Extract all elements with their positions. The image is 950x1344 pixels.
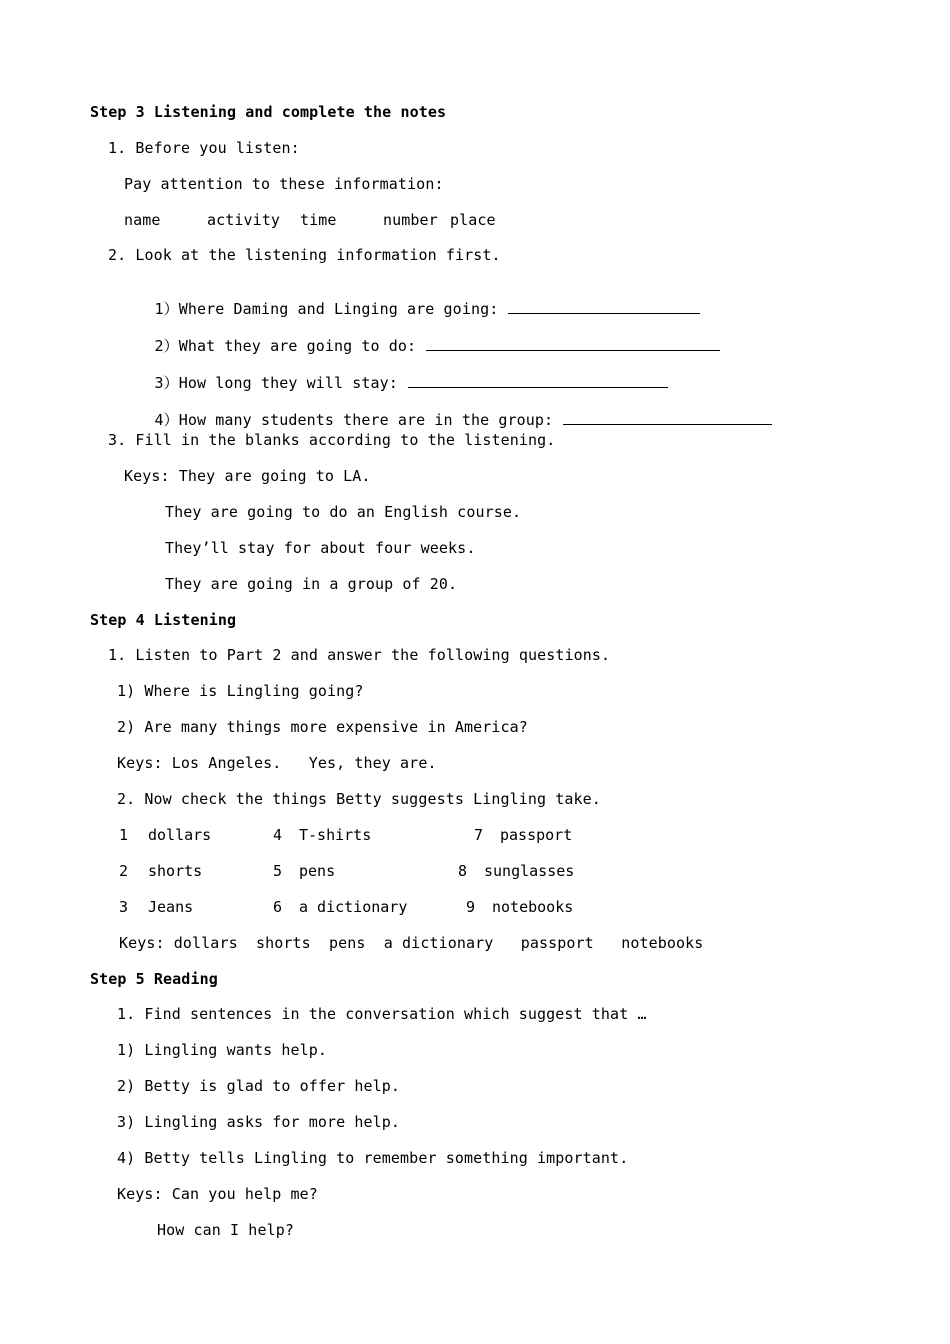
step5-sub-1: 1) Lingling wants help.: [117, 1041, 328, 1059]
answer-blank-2[interactable]: [426, 337, 720, 351]
step3-key-2: They are going to do an English course.: [165, 503, 522, 521]
step5-sub-4: 4) Betty tells Lingling to remember something important.: [117, 1149, 629, 1167]
info-word-activity: activity: [207, 211, 281, 229]
info-word-number: number: [383, 211, 438, 229]
step5-heading: Step 5 Reading: [90, 970, 218, 988]
question-3-text: 3）How long they will stay:: [154, 374, 398, 392]
check-item-number: 5: [273, 862, 283, 880]
check-item-number: 4: [273, 826, 283, 844]
step3-item3: 3. Fill in the blanks according to the listening.: [108, 431, 556, 449]
step4-keys-1: Keys: Los Angeles. Yes, they are.: [117, 754, 437, 772]
check-item-label[interactable]: pens: [299, 862, 336, 880]
step3-item2: 2. Look at the listening information first.: [108, 246, 501, 264]
step4-question-2: 2) Are many things more expensive in America?: [117, 718, 528, 736]
step5-key-1: Keys: Can you help me?: [117, 1185, 318, 1203]
step4-question-1: 1) Where is Lingling going?: [117, 682, 364, 700]
question-1-text: 1）Where Daming and Linging are going:: [154, 300, 499, 318]
check-item-number: 2: [119, 862, 129, 880]
question-2-text: 2）What they are going to do:: [154, 337, 417, 355]
question-4-text: 4）How many students there are in the group:: [154, 411, 554, 429]
step3-item1: 1. Before you listen:: [108, 139, 300, 157]
step3-key-3: They’ll stay for about four weeks.: [165, 539, 476, 557]
answer-blank-1[interactable]: [508, 300, 700, 314]
answer-blank-4[interactable]: [563, 411, 772, 425]
step3-key-1: Keys: They are going to LA.: [124, 467, 371, 485]
check-item-number: 1: [119, 826, 129, 844]
step3-heading: Step 3 Listening and complete the notes: [90, 103, 447, 121]
step5-sub-3: 3) Lingling asks for more help.: [117, 1113, 401, 1131]
info-word-name: name: [124, 211, 161, 229]
check-item-label[interactable]: Jeans: [148, 898, 194, 916]
check-item-number: 9: [466, 898, 476, 916]
check-item-number: 7: [474, 826, 484, 844]
check-item-label[interactable]: shorts: [148, 862, 203, 880]
info-word-time: time: [300, 211, 337, 229]
step3-key-4: They are going in a group of 20.: [165, 575, 458, 593]
check-item-label[interactable]: passport: [500, 826, 573, 844]
step4-heading: Step 4 Listening: [90, 611, 237, 629]
answer-blank-3[interactable]: [408, 374, 668, 388]
check-item-number: 3: [119, 898, 129, 916]
step3-attention: Pay attention to these information:: [124, 175, 444, 193]
check-item-label[interactable]: a dictionary: [299, 898, 408, 916]
step4-item1: 1. Listen to Part 2 and answer the following questions.: [108, 646, 611, 664]
check-item-label[interactable]: sunglasses: [484, 862, 575, 880]
check-item-label[interactable]: dollars: [148, 826, 212, 844]
step5-item1: 1. Find sentences in the conversation which suggest that …: [117, 1005, 647, 1023]
info-word-place: place: [450, 211, 496, 229]
step5-key-2: How can I help?: [157, 1221, 294, 1239]
step4-item2: 2. Now check the things Betty suggests Lingling take.: [117, 790, 601, 808]
check-item-label[interactable]: T-shirts: [299, 826, 372, 844]
check-item-number: 6: [273, 898, 283, 916]
check-item-label[interactable]: notebooks: [492, 898, 574, 916]
step4-keys-2: Keys: dollars shorts pens a dictionary passport notebooks: [119, 934, 704, 952]
step5-sub-2: 2) Betty is glad to offer help.: [117, 1077, 401, 1095]
check-item-number: 8: [458, 862, 468, 880]
